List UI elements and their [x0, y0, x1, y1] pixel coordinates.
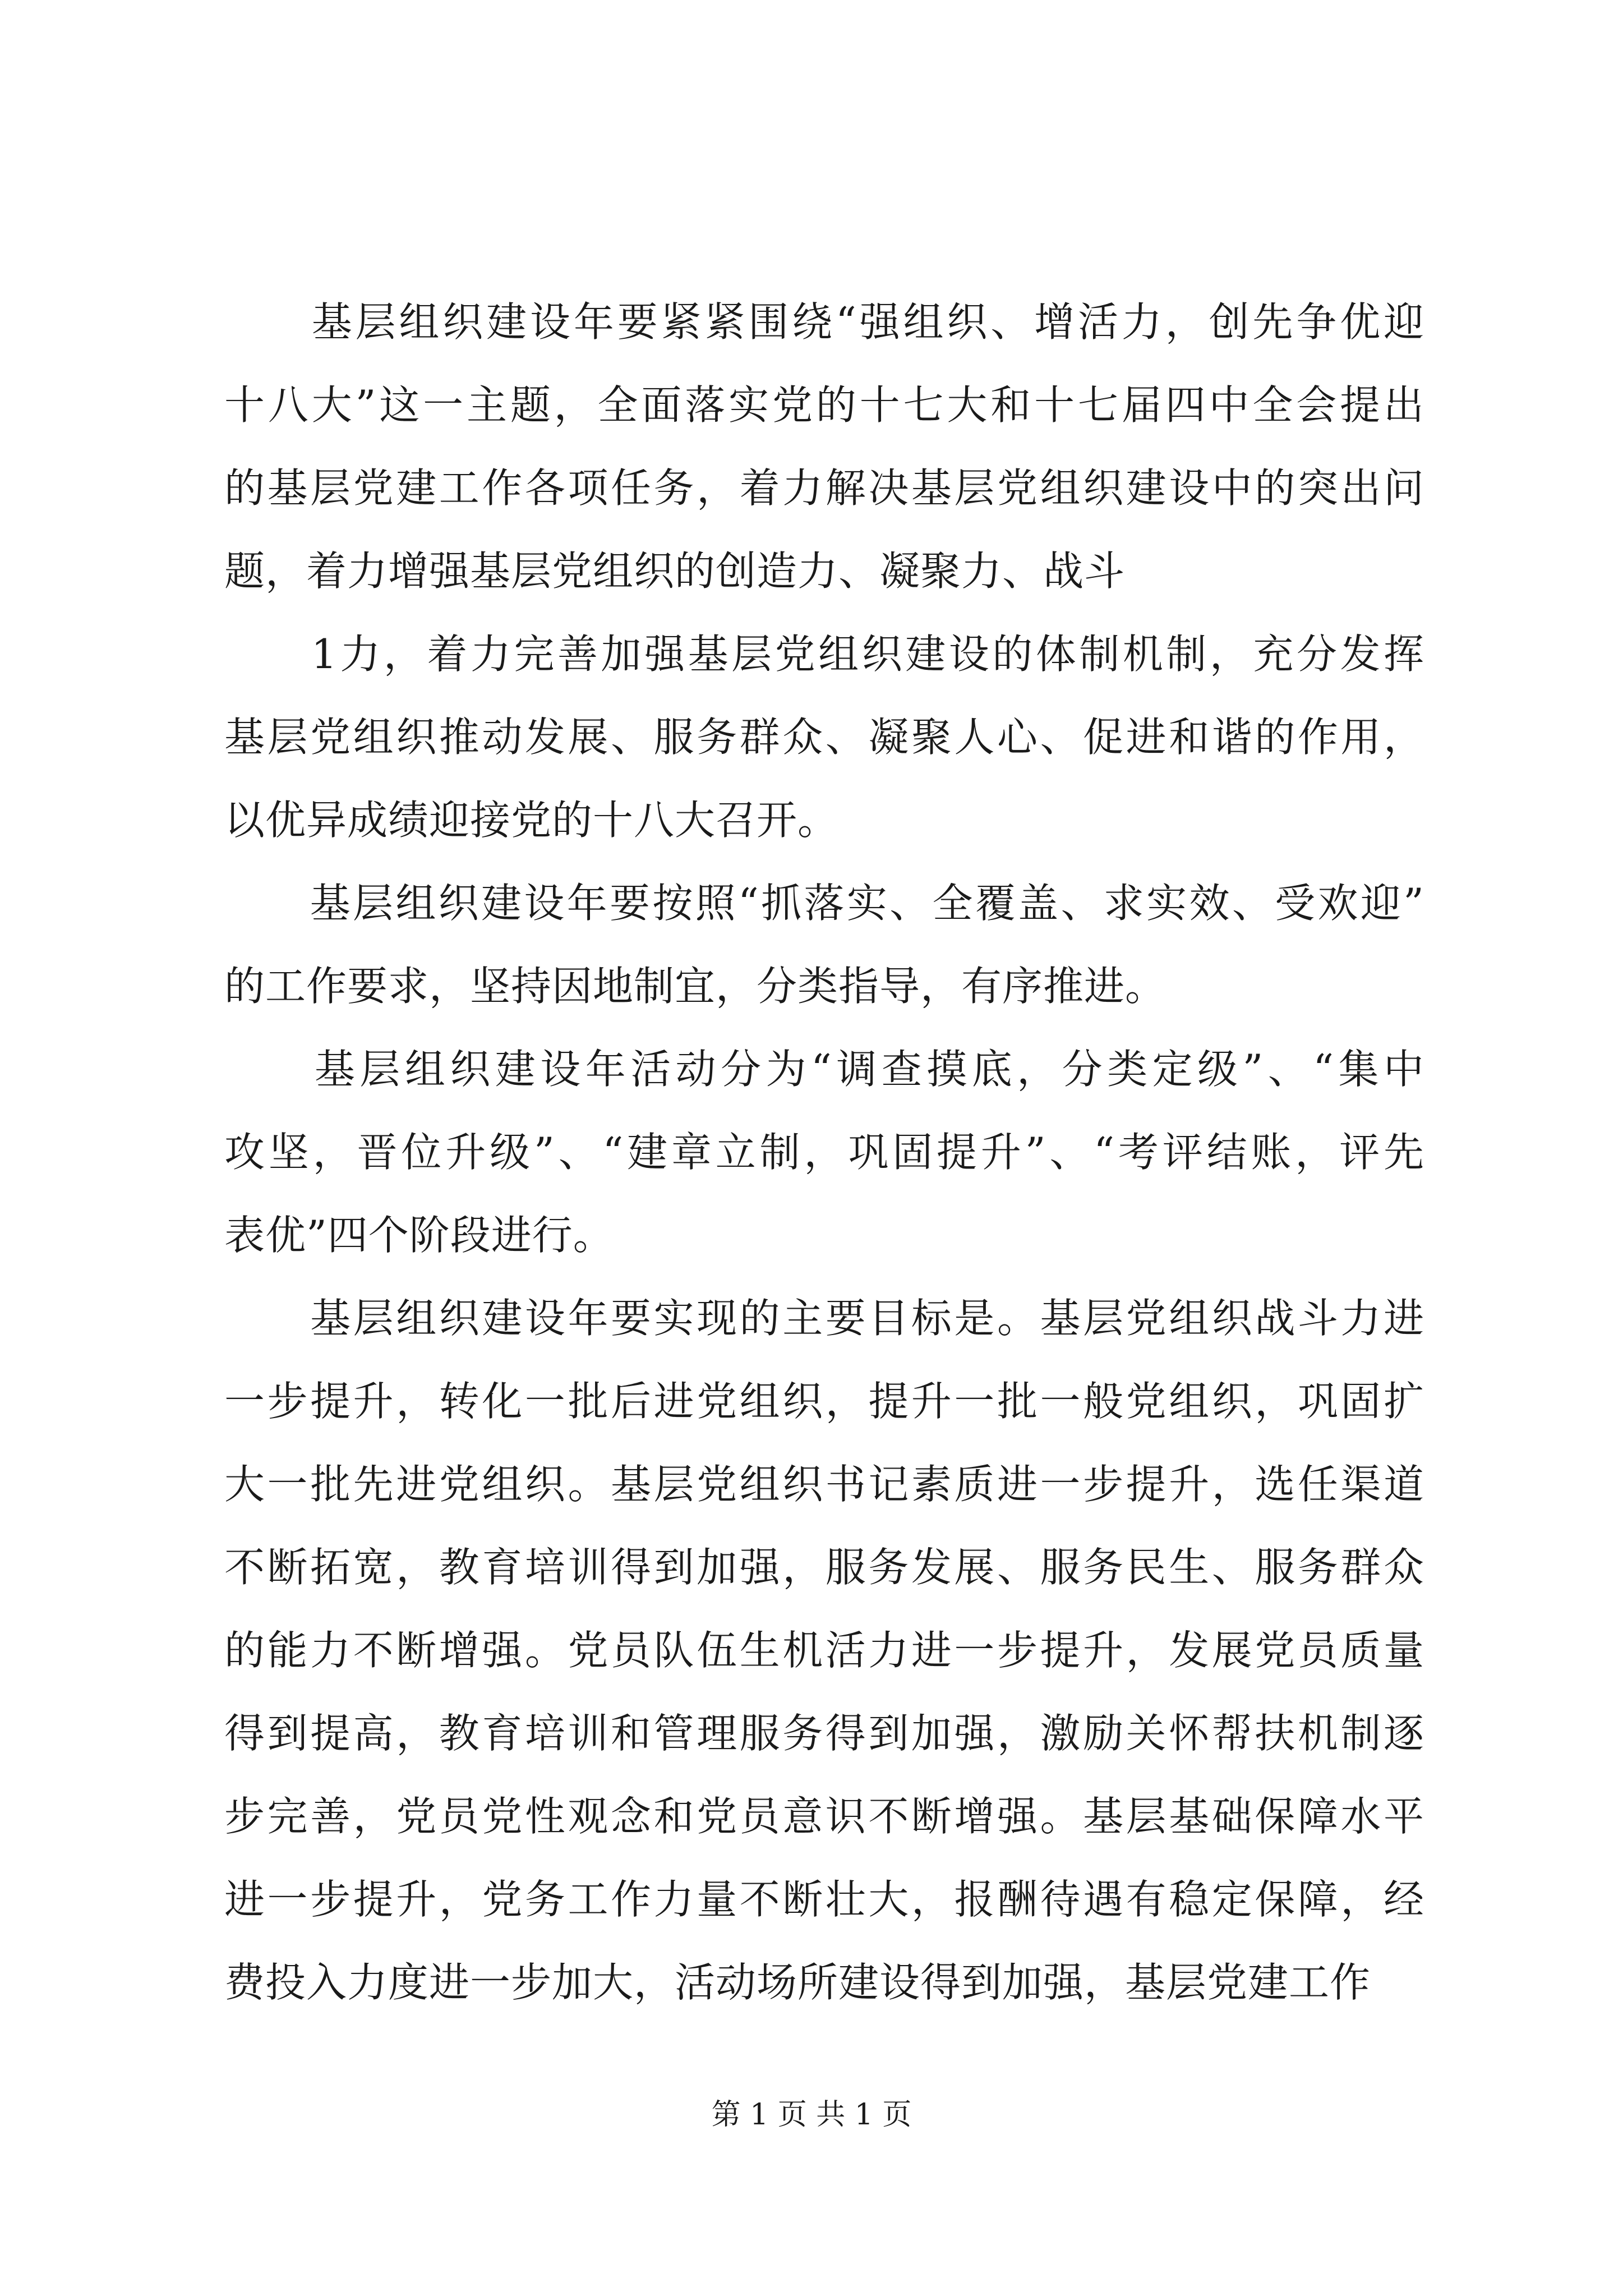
text-line: 的工作要求，坚持因地制宜，分类指导，有序推进。	[224, 963, 1166, 1010]
text-line: 得到提高，教育培训和管理服务得到加强，激励关怀帮扶机制逐	[224, 1710, 1424, 1757]
text-line: 不断拓宽，教育培训得到加强，服务发展、服务民生、服务群众	[224, 1544, 1424, 1591]
document-body	[224, 280, 1424, 2024]
text-line: 1力，着力完善加强基层党组织建设的体制机制，充分发挥	[224, 631, 1424, 678]
text-line: 基层组织建设年要实现的主要目标是。基层党组织战斗力进	[224, 1295, 1424, 1342]
text-line: 基层组织建设年活动分为“调查摸底，分类定级”、“集中	[224, 1046, 1424, 1093]
text-line: 步完善，党员党性观念和党员意识不断增强。基层基础保障水平	[224, 1793, 1424, 1840]
paragraph	[224, 280, 1424, 613]
paragraph	[224, 862, 1424, 1028]
text-line: 表优”四个阶段进行。	[224, 1212, 614, 1259]
page-footer: 第 1 页 共 1 页	[711, 2098, 912, 2132]
paragraph	[224, 613, 1424, 862]
text-line: 大一批先进党组织。基层党组织书记素质进一步提升，选任渠道	[224, 1461, 1424, 1508]
text-line: 以优异成绩迎接党的十八大召开。	[224, 797, 839, 844]
text-line: 基层组织建设年要紧紧围绕“强组织、增活力，创先争优迎	[224, 298, 1424, 346]
text-line: 一步提升，转化一批后进党组织，提升一批一般党组织，巩固扩	[224, 1378, 1424, 1425]
text-line: 基层党组织推动发展、服务群众、凝聚人心、促进和谐的作用，	[224, 714, 1424, 761]
text-line: 十八大”这一主题，全面落实党的十七大和十七届四中全会提出	[224, 381, 1424, 429]
text-line: 题，着力增强基层党组织的创造力、凝聚力、战斗	[224, 547, 1126, 595]
paragraph	[224, 1028, 1424, 1277]
paragraph	[224, 1277, 1424, 2024]
text-line: 基层组织建设年要按照“抓落实、全覆盖、求实效、受欢迎”	[224, 880, 1424, 927]
text-line: 攻坚，晋位升级”、“建章立制，巩固提升”、“考评结账，评先	[224, 1129, 1424, 1176]
text-line: 的基层党建工作各项任务，着力解决基层党组织建设中的突出问	[224, 464, 1424, 512]
text-line: 进一步提升，党务工作力量不断壮大，报酬待遇有稳定保障，经	[224, 1876, 1424, 1923]
text-line: 的能力不断增强。党员队伍生机活力进一步提升，发展党员质量	[224, 1627, 1424, 1674]
text-line: 费投入力度进一步加大，活动场所建设得到加强，基层党建工作	[224, 1959, 1371, 2006]
